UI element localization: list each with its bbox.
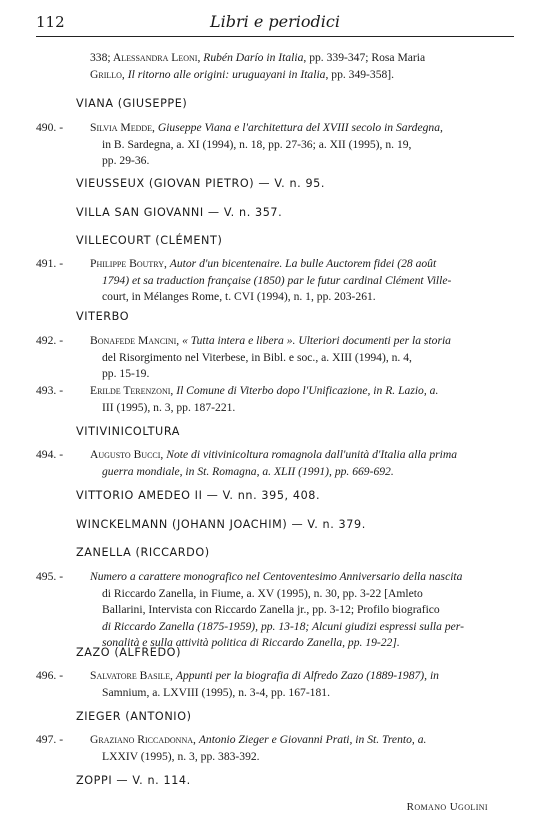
bibliography-entry <box>36 120 514 170</box>
entry-author: Bonafede Mancini, <box>90 334 180 347</box>
continuation-line <box>90 50 514 67</box>
entry-line: Note di vitivinicoltura romagnola dall'unità d'Italia alla prima <box>166 448 458 461</box>
entry-line: 1794) et sa traduction française (1850) par le futur cardinal Clément Ville- <box>102 273 452 287</box>
entry-line: di Riccardo Zanella (1875-1959), pp. 13-18; Alcuni giudizi espressi sulla per- <box>102 619 464 633</box>
bibliography-entry <box>36 447 514 480</box>
section-heading: VITTORIO AMEDEO II — V. nn. 395, 408. <box>76 489 321 502</box>
entry-number: 495. - <box>36 570 64 583</box>
entry-line: del Risorgimento nel Viterbese, in Bibl. e soc., a. XIII (1994), n. 4, <box>102 350 412 364</box>
entry-line: Numero a carattere monografico nel Centoventesimo Anniversario della nascita <box>90 570 463 583</box>
entry-author: Erilde Terenzoni, <box>90 384 174 397</box>
entry-line: « Tutta intera e libera ». Ulteriori documenti per la storia <box>182 334 451 347</box>
continuation-text <box>90 50 514 83</box>
entry-line: Giuseppe Viana e l'architettura del XVIII secolo in Sardegna, <box>157 121 443 134</box>
bibliography-entry <box>36 732 514 765</box>
section-heading: WINCKELMANN (JOHANN JOACHIM) — V. n. 379. <box>76 518 366 531</box>
section-heading: ZIEGER (ANTONIO) <box>76 710 192 723</box>
entry-author: Graziano Riccadonna, <box>90 733 196 746</box>
continuation-title: Il ritorno alle origini: uruguayani in Italia <box>127 67 326 81</box>
section-heading: VILLECOURT (CLÉMENT) <box>76 234 223 247</box>
entry-line: Appunti per la biografia di Alfredo Zazo (1889-1987), in <box>175 669 439 682</box>
entry-author: Philippe Boutry, <box>90 257 167 270</box>
section-heading: VIEUSSEUX (GIOVAN PIETRO) — V. n. 95. <box>76 177 326 190</box>
entry-number: 492. - <box>36 334 64 347</box>
entry-number: 496. - <box>36 669 64 682</box>
entry-line: Samnium, a. LXVIII (1995), n. 3-4, pp. 167-181. <box>102 685 330 699</box>
bibliography-entry <box>36 333 514 383</box>
entry-author: Silvia Medde, <box>90 121 155 134</box>
bibliography-entry <box>36 383 514 416</box>
entry-author: Augusto Bucci, <box>90 448 164 461</box>
bibliography-entry <box>36 569 514 652</box>
bibliography-entry <box>36 668 514 701</box>
entry-line: Il Comune di Viterbo dopo l'Unificazione, in R. Lazio, a. <box>176 384 439 397</box>
entry-number: 493. - <box>36 384 64 397</box>
entry-line: guerra mondiale, in St. Romagna, a. XLII (1991), pp. 669-692. <box>102 464 394 478</box>
page-header <box>36 10 514 37</box>
entry-line: pp. 15-19. <box>102 367 150 380</box>
entry-number: 490. - <box>36 121 64 134</box>
entry-line: LXXIV (1995), n. 3, pp. 383-392. <box>102 749 260 763</box>
section-heading: ZOPPI — V. n. 114. <box>76 774 191 787</box>
section-heading: VIANA (GIUSEPPE) <box>76 97 188 110</box>
entry-number: 497. - <box>36 733 64 746</box>
page-number: 112 <box>36 13 65 31</box>
continuation-text-run: 338; Alessandra Leoni, <box>90 51 204 64</box>
entry-line: pp. 29-36. <box>102 154 150 167</box>
entry-number: 494. - <box>36 448 64 461</box>
entry-line: di Riccardo Zanella, in Fiume, a. XV (1995), n. 30, pp. 3-22 [Amleto <box>102 586 423 600</box>
signature: Romano Ugolini <box>406 801 488 813</box>
continuation-line <box>90 67 514 84</box>
entry-line: III (1995), n. 3, pp. 187-221. <box>102 400 236 414</box>
bibliography-entry <box>36 256 514 306</box>
section-heading: ZAZO (ALFREDO) <box>76 646 182 659</box>
entry-line: Autor d'un bicentenaire. La bulle Auctorem fidei (28 août <box>169 257 437 270</box>
entry-line: Antonio Zieger e Giovanni Prati, in St. Trento, a. <box>198 733 427 746</box>
continuation-title: Rubén Darío in Italia <box>203 51 304 64</box>
section-heading: VITERBO <box>76 310 130 323</box>
continuation-text-run: Grillo, <box>90 67 128 81</box>
running-head: Libri e periodici <box>210 12 340 31</box>
entry-line: in B. Sardegna, a. XI (1994), n. 18, pp. 27-36; a. XII (1995), n. 19, <box>102 137 412 151</box>
continuation-text-run: , pp. 349-358]. <box>325 67 395 81</box>
entry-line: sonalità e sulla attività politica di Riccardo Zanella, pp. 19-22]. <box>102 636 400 649</box>
entry-author: Salvatore Basile, <box>90 669 173 682</box>
entry-line: court, in Mélanges Rome, t. CVI (1994), n. 1, pp. 203-261. <box>102 290 376 303</box>
section-heading: VILLA SAN GIOVANNI — V. n. 357. <box>76 206 283 219</box>
continuation-text-run: , pp. 339-347; Rosa Maria <box>303 51 426 64</box>
entry-line: Ballarini, Intervista con Riccardo Zanella jr., pp. 3-12; Profilo biografico <box>102 603 440 616</box>
section-heading: VITIVINICOLTURA <box>76 425 181 438</box>
section-heading: ZANELLA (RICCARDO) <box>76 546 210 559</box>
entry-number: 491. - <box>36 257 64 270</box>
